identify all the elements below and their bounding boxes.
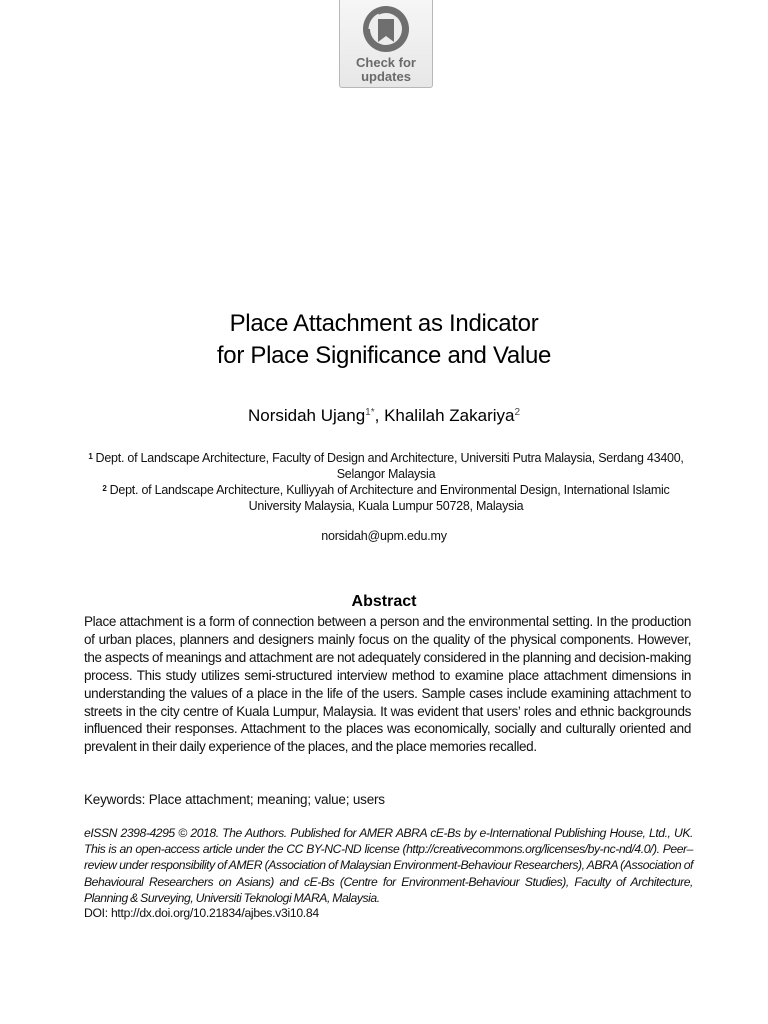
affiliation-1 (84, 449, 688, 482)
affiliation-1-marker: 1 (88, 452, 93, 461)
author-1-name: Norsidah Ujang (247, 406, 366, 425)
badge-text-line2: updates (361, 69, 411, 84)
author-1-superscript: 1* (365, 407, 375, 418)
affiliation-1-text: Dept. of Landscape Architecture, Faculty of Design and Architecture, Universiti Putra Malaysia, Serdang 43400, Selangor Malaysia (95, 451, 684, 481)
corresponding-email: norsidah@upm.edu.my (321, 529, 447, 543)
badge-text-line1: Check for (356, 55, 416, 70)
author-2-superscript: 2 (514, 407, 521, 418)
check-for-updates-button[interactable] (339, 0, 433, 88)
affiliation-2-text: Dept. of Landscape Architecture, Kulliyyah of Architecture and Environmental Design, International Islamic University Malaysia, Kuala Lumpur 50728, Malaysia (109, 483, 670, 513)
title-line-1: Place Attachment as Indicator (229, 310, 539, 337)
author-list (0, 402, 768, 427)
keywords: Keywords: Place attachment; meaning; value; users (84, 792, 385, 807)
paper-title (0, 308, 768, 372)
author-separator: , (374, 406, 385, 425)
affiliation-2 (84, 481, 688, 514)
check-for-updates-bookmark-icon (355, 5, 417, 55)
title-line-2: for Place Significance and Value (216, 342, 552, 369)
doi-link[interactable]: DOI: http://dx.doi.org/10.21834/ajbes.v3i10.84 (84, 906, 319, 920)
abstract-body: Place attachment is a form of connection between a person and the environmental setting. In the production of urban places, planners and designers mainly focus on the quality of the physical components. However, the aspects of meanings and attachment are not adequately considered in the planning and decision-making process. This study utilizes semi-structured interview method to examine place attachment dimensions in understanding the values of a place in the life of the users. Sample cases include examining attachment to streets in the city centre of Kuala Lumpur, Malaysia. It was evident that users’ roles and ethnic backgrounds influenced their responses. Attachment to the places was economically, socially and culturally oriented and prevalent in their daily experience of the places, and the place memories recalled. (84, 614, 691, 755)
license-statement: eISSN 2398-4295 © 2018. The Authors. Published for AMER ABRA cE-Bs by e-International Publishing House, Ltd., UK. This is an open-access article under the CC BY-NC-ND license (http://creativecommons.org/licenses/by-nc-nd/4.0/). Peer–review under responsibility of AMER (Association of Malaysian Environment-Behaviour Researchers), ABRA (Association of Behavioural Researchers on Asians) and cE-Bs (Centre for Environment-Behaviour Studies), Faculty of Architecture, Planning & Surveying, Universiti Teknologi MARA, Malaysia. (84, 826, 693, 905)
author-2-name: Khalilah Zakariya (384, 406, 515, 425)
abstract-heading: Abstract (351, 593, 417, 610)
affiliation-2-marker: 2 (102, 484, 107, 493)
